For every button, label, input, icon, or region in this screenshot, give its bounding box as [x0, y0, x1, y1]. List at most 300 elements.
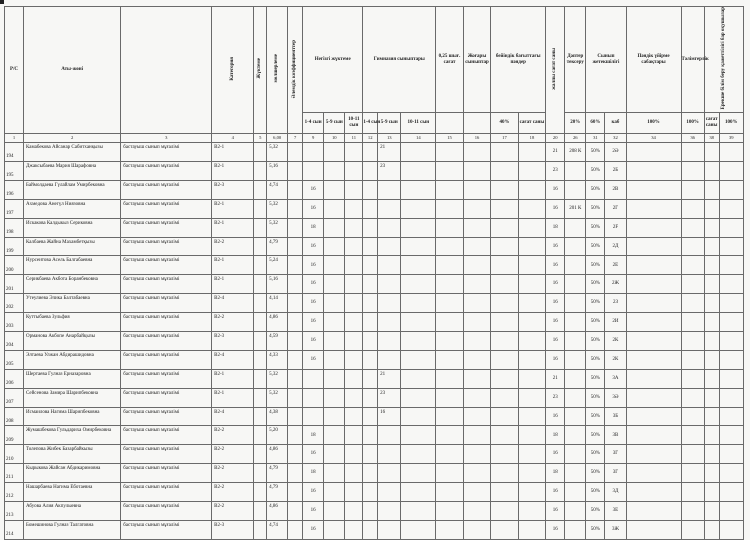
teacher-name: Баймолдаева Гүлайлам Умирбековна: [24, 180, 121, 199]
row-number: 195: [5, 161, 24, 180]
empty-cell: [254, 294, 267, 313]
category-cell: B2-1: [212, 388, 254, 407]
table-row: [5, 388, 744, 407]
empty-cell: [463, 501, 490, 520]
variative-cell: [378, 445, 401, 464]
empty-cell: [436, 464, 463, 483]
variative-cell: [378, 256, 401, 275]
cabinet-cell: [565, 464, 586, 483]
class-head-pct-cell: 50%: [586, 275, 605, 294]
empty-cell: [491, 161, 518, 180]
empty-cell: [288, 218, 303, 237]
row-number: 210: [5, 445, 24, 464]
empty-cell: [626, 445, 681, 464]
empty-cell: [463, 388, 490, 407]
header-category: Категория: [212, 7, 254, 134]
basic-5-9-cell: [324, 520, 345, 539]
variative-10-11-cell: [401, 313, 436, 332]
class-name-cell: 2И: [605, 313, 626, 332]
category-cell: B2-3: [212, 331, 254, 350]
empty-cell: [704, 218, 719, 237]
empty-cell: [436, 520, 463, 539]
empty-cell: [436, 294, 463, 313]
rate-cell: 5,20: [267, 426, 288, 445]
rate-cell: 4,38: [267, 407, 288, 426]
empty-cell: [463, 331, 490, 350]
basic-5-9-cell: [324, 143, 345, 162]
basic-1-4-cell: 16: [303, 520, 324, 539]
column-index-cell: 20: [546, 134, 565, 143]
empty-cell: [254, 275, 267, 294]
class-head-pct-cell: 50%: [586, 407, 605, 426]
header-full-name: Аты-жөні: [24, 7, 121, 134]
empty-cell: [491, 350, 518, 369]
header-multiplier: Әлемдік коэффициенттер: [288, 7, 303, 134]
empty-cell: [345, 199, 363, 218]
empty-cell: [345, 218, 363, 237]
basic-1-4-cell: 18: [303, 426, 324, 445]
basic-1-4-cell: 16: [303, 199, 324, 218]
class-head-pct-cell: 50%: [586, 256, 605, 275]
teacher-name: Сейсенова Замира Шарипбековна: [24, 388, 121, 407]
empty-cell: [518, 369, 545, 388]
sub-var-1-4: 1-4 сын: [363, 113, 378, 134]
empty-cell: [491, 407, 518, 426]
empty-cell: [681, 483, 704, 502]
empty-cell: [704, 161, 719, 180]
class-name-cell: 2З: [605, 294, 626, 313]
empty-cell: [345, 483, 363, 502]
header-inclusive: Ерекше білім беру қажеттілігі бар оқушылар: [704, 7, 743, 113]
rate-cell: 5,32: [267, 388, 288, 407]
empty-cell: [626, 256, 681, 275]
rate-cell: 4,79: [267, 237, 288, 256]
variative-cell: [378, 331, 401, 350]
class-head-pct-cell: 50%: [586, 294, 605, 313]
empty-cell: [288, 275, 303, 294]
table-row: [5, 350, 744, 369]
empty-cell: [719, 407, 743, 426]
table-row: [5, 143, 744, 162]
sub-extra-pct: 100%: [626, 113, 681, 134]
empty-cell: [518, 464, 545, 483]
sub-basic-1-4: 1-4 сын: [303, 113, 324, 134]
row-number: 199: [5, 237, 24, 256]
empty-cell: [719, 388, 743, 407]
empty-cell: [491, 180, 518, 199]
empty-cell: [491, 143, 518, 162]
empty-cell: [463, 161, 490, 180]
empty-cell: [681, 464, 704, 483]
variative-cell: 23: [378, 388, 401, 407]
sub-notebooks-pct: 20%: [565, 113, 586, 134]
variative-cell: [378, 237, 401, 256]
cabinet-cell: [565, 520, 586, 539]
column-index-cell: 6,00: [267, 134, 288, 143]
empty-cell: [719, 520, 743, 539]
variative-10-11-cell: [401, 520, 436, 539]
cabinet-cell: [565, 350, 586, 369]
cabinet-cell: [565, 275, 586, 294]
empty-cell: [363, 407, 378, 426]
empty-cell: [345, 464, 363, 483]
class-name-cell: 2Ж: [605, 275, 626, 294]
empty-cell: [626, 199, 681, 218]
empty-cell: [345, 256, 363, 275]
empty-cell: [436, 388, 463, 407]
basic-5-9-cell: [324, 218, 345, 237]
empty-cell: [436, 256, 463, 275]
variative-10-11-cell: [401, 275, 436, 294]
cabinet-cell: [565, 445, 586, 464]
empty-cell: [345, 501, 363, 520]
empty-cell: [363, 199, 378, 218]
empty-cell: [626, 143, 681, 162]
empty-cell: [719, 237, 743, 256]
column-index-cell: 26: [565, 134, 586, 143]
empty-cell: [254, 464, 267, 483]
empty-cell: [254, 161, 267, 180]
table-row: [5, 445, 744, 464]
empty-cell: [463, 483, 490, 502]
class-head-pct-cell: 50%: [586, 445, 605, 464]
empty-cell: [436, 313, 463, 332]
empty-cell: [363, 237, 378, 256]
header-higher-cat: Жоғары сыныптар: [463, 7, 490, 113]
empty-cell: [491, 331, 518, 350]
basic-1-4-cell: 16: [303, 501, 324, 520]
cabinet-cell: [565, 407, 586, 426]
empty-cell: [288, 237, 303, 256]
empty-cell: [436, 350, 463, 369]
total-hours-cell: 16: [546, 275, 565, 294]
teacher-rows: [5, 143, 744, 540]
empty-cell: [363, 294, 378, 313]
cabinet-cell: [565, 369, 586, 388]
teacher-position: бастауыш сынып мұғалімі: [121, 237, 212, 256]
empty-cell: [704, 237, 719, 256]
empty-cell: [345, 161, 363, 180]
empty-cell: [345, 143, 363, 162]
cabinet-cell: [565, 501, 586, 520]
total-hours-cell: 16: [546, 294, 565, 313]
sub-basic-5-9: 5-9 сын: [324, 113, 345, 134]
empty-cell: [626, 369, 681, 388]
empty-cell: [681, 388, 704, 407]
empty-cell: [436, 501, 463, 520]
empty-cell: [626, 483, 681, 502]
empty-cell: [254, 501, 267, 520]
cabinet-cell: [565, 256, 586, 275]
class-head-pct-cell: 50%: [586, 143, 605, 162]
empty-cell: [254, 483, 267, 502]
rate-cell: 5,24: [267, 256, 288, 275]
column-index-cell: 10: [324, 134, 345, 143]
empty-cell: [254, 218, 267, 237]
teacher-position: бастауыш сынып мұғалімі: [121, 313, 212, 332]
empty-cell: [254, 388, 267, 407]
class-name-cell: 2Г: [605, 199, 626, 218]
empty-cell: [288, 161, 303, 180]
teacher-position: бастауыш сынып мұғалімі: [121, 501, 212, 520]
basic-5-9-cell: [324, 407, 345, 426]
empty-cell: [518, 520, 545, 539]
basic-5-9-cell: [324, 237, 345, 256]
teacher-position: бастауыш сынып мұғалімі: [121, 388, 212, 407]
column-index-cell: 3: [121, 134, 212, 143]
teacher-position: бастауыш сынып мұғалімі: [121, 256, 212, 275]
empty-cell: [463, 313, 490, 332]
column-index-cell: 12: [363, 134, 378, 143]
class-name-cell: 3Г: [605, 464, 626, 483]
rate-cell: 4,86: [267, 313, 288, 332]
class-name-cell: 3Ж: [605, 520, 626, 539]
total-hours-cell: 16: [546, 501, 565, 520]
empty-cell: [681, 313, 704, 332]
variative-10-11-cell: [401, 501, 436, 520]
variative-cell: [378, 483, 401, 502]
row-number: 201: [5, 275, 24, 294]
workload-sheet: [4, 6, 744, 538]
empty-cell: [704, 520, 719, 539]
class-head-pct-cell: 50%: [586, 180, 605, 199]
empty-cell: [363, 161, 378, 180]
basic-5-9-cell: [324, 275, 345, 294]
row-number: 212: [5, 483, 24, 502]
cabinet-cell: [565, 388, 586, 407]
variative-10-11-cell: [401, 483, 436, 502]
empty-cell: [719, 275, 743, 294]
variative-cell: 21: [378, 143, 401, 162]
teacher-position: бастауыш сынып мұғалімі: [121, 143, 212, 162]
class-name-cell: 2В: [605, 180, 626, 199]
total-hours-cell: 23: [546, 388, 565, 407]
empty-cell: [626, 331, 681, 350]
basic-5-9-cell: [324, 161, 345, 180]
teacher-name: Серикбаева Акбота Боранбековна: [24, 275, 121, 294]
row-number: 197: [5, 199, 24, 218]
basic-1-4-cell: [303, 369, 324, 388]
empty-cell: [463, 199, 490, 218]
empty-cell: [491, 199, 518, 218]
empty-cell: [719, 294, 743, 313]
basic-1-4-cell: 16: [303, 350, 324, 369]
empty-cell: [345, 407, 363, 426]
class-head-pct-cell: 50%: [586, 350, 605, 369]
sub-inclusive-hours: сағат саны: [704, 113, 719, 134]
empty-cell: [288, 501, 303, 520]
empty-cell: [288, 180, 303, 199]
variative-cell: [378, 501, 401, 520]
empty-cell: [345, 313, 363, 332]
empty-cell: [288, 483, 303, 502]
empty-cell: [345, 237, 363, 256]
empty-cell: [491, 294, 518, 313]
empty-cell: [436, 275, 463, 294]
class-head-pct-cell: 50%: [586, 313, 605, 332]
header-extra-025: 0,25 шығ. сағат: [436, 7, 463, 113]
empty-cell: [288, 313, 303, 332]
empty-cell: [491, 464, 518, 483]
category-cell: B2-2: [212, 426, 254, 445]
empty-cell: [288, 464, 303, 483]
empty-cell: [719, 464, 743, 483]
empty-cell: [436, 445, 463, 464]
empty-cell: [704, 313, 719, 332]
class-name-cell: 3В: [605, 426, 626, 445]
basic-1-4-cell: [303, 407, 324, 426]
header-variative: Гимназия сыныптары: [363, 7, 436, 113]
sub-var-5-9: 5-9 сын: [378, 113, 401, 134]
empty-cell: [491, 426, 518, 445]
basic-5-9-cell: [324, 256, 345, 275]
empty-cell: [288, 199, 303, 218]
column-index-cell: 16: [463, 134, 490, 143]
empty-cell: [254, 143, 267, 162]
variative-10-11-cell: [401, 199, 436, 218]
empty-cell: [518, 161, 545, 180]
empty-cell: [491, 388, 518, 407]
empty-cell: [363, 501, 378, 520]
variative-cell: 21: [378, 369, 401, 388]
empty-cell: [626, 237, 681, 256]
empty-cell: [436, 407, 463, 426]
empty-cell: [681, 256, 704, 275]
empty-cell: [626, 426, 681, 445]
empty-cell: [463, 143, 490, 162]
row-number: 207: [5, 388, 24, 407]
category-cell: B2-1: [212, 143, 254, 162]
teacher-name: Камабекова Айсанар Сабитханқызы: [24, 143, 121, 162]
empty-cell: [704, 388, 719, 407]
cabinet-cell: 201 К: [565, 199, 586, 218]
basic-1-4-cell: 16: [303, 275, 324, 294]
empty-cell: [491, 483, 518, 502]
empty-cell: [681, 407, 704, 426]
workload-table: [4, 6, 744, 540]
empty-cell: [463, 369, 490, 388]
row-number: 206: [5, 369, 24, 388]
empty-cell: [518, 407, 545, 426]
teacher-name: Калбаева Жайна Махамбетқызы: [24, 237, 121, 256]
rate-cell: 4,79: [267, 464, 288, 483]
teacher-name: Элтаева Улжан Абдирашидовна: [24, 350, 121, 369]
empty-cell: [345, 445, 363, 464]
basic-5-9-cell: [324, 294, 345, 313]
header-trainer: Тәлімгерлік: [681, 7, 704, 113]
empty-cell: [518, 331, 545, 350]
category-cell: B2-4: [212, 294, 254, 313]
category-cell: B2-1: [212, 275, 254, 294]
teacher-name: Нашарбаева Нагима Еботаевна: [24, 483, 121, 502]
empty-cell: [626, 520, 681, 539]
teacher-name: Утеулиева Элика Балтабаевна: [24, 294, 121, 313]
empty-cell: [345, 350, 363, 369]
empty-cell: [719, 445, 743, 464]
empty-cell: [463, 464, 490, 483]
empty-cell: [704, 483, 719, 502]
column-index-row: [5, 134, 744, 143]
empty-cell: [288, 388, 303, 407]
class-name-cell: 3А: [605, 369, 626, 388]
column-index-cell: 34: [626, 134, 681, 143]
basic-1-4-cell: 16: [303, 483, 324, 502]
variative-10-11-cell: [401, 464, 436, 483]
empty-cell: [719, 143, 743, 162]
empty-cell: [436, 331, 463, 350]
row-number: 205: [5, 350, 24, 369]
empty-cell: [254, 331, 267, 350]
column-index-cell: 2: [24, 134, 121, 143]
empty-cell: [518, 180, 545, 199]
header-row-no: Р/С: [5, 7, 24, 134]
empty-cell: [704, 464, 719, 483]
empty-cell: [681, 369, 704, 388]
table-row: [5, 501, 744, 520]
variative-10-11-cell: [401, 426, 436, 445]
empty-cell: [626, 275, 681, 294]
empty-cell: [463, 407, 490, 426]
class-name-cell: 2Б: [605, 161, 626, 180]
column-index-cell: 32: [605, 134, 626, 143]
empty-cell: [704, 199, 719, 218]
category-cell: B2-2: [212, 237, 254, 256]
class-head-pct-cell: 50%: [586, 218, 605, 237]
empty-cell: [463, 237, 490, 256]
column-index-cell: 13: [378, 134, 401, 143]
class-head-pct-cell: 50%: [586, 501, 605, 520]
empty-cell: [345, 520, 363, 539]
class-head-pct-cell: 50%: [586, 161, 605, 180]
header-profile: бейіндік бағыттағы пәндер: [491, 7, 546, 113]
row-number: 211: [5, 464, 24, 483]
empty-cell: [363, 426, 378, 445]
variative-10-11-cell: [401, 218, 436, 237]
empty-cell: [436, 161, 463, 180]
empty-cell: [254, 520, 267, 539]
empty-cell: [626, 464, 681, 483]
empty-cell: [463, 445, 490, 464]
header-total-hours: жалпы сағат саны: [546, 7, 565, 134]
header-rate: мөлшерлеме: [267, 7, 288, 134]
empty-cell: [704, 445, 719, 464]
sub-trainer-pct: 100%: [681, 113, 704, 134]
teacher-position: бастауыш сынып мұғалімі: [121, 294, 212, 313]
variative-cell: [378, 218, 401, 237]
sub-var-10-11: 10-11 сын: [401, 113, 436, 134]
rate-cell: 5,16: [267, 161, 288, 180]
total-hours-cell: 21: [546, 369, 565, 388]
total-hours-cell: 16: [546, 313, 565, 332]
row-number: 204: [5, 331, 24, 350]
total-hours-cell: 16: [546, 199, 565, 218]
empty-cell: [363, 520, 378, 539]
class-head-pct-cell: 50%: [586, 237, 605, 256]
cabinet-cell: [565, 331, 586, 350]
total-hours-cell: 16: [546, 180, 565, 199]
empty-cell: [288, 331, 303, 350]
empty-cell: [681, 350, 704, 369]
class-head-pct-cell: 50%: [586, 369, 605, 388]
empty-cell: [345, 388, 363, 407]
teacher-position: бастауыш сынып мұғалімі: [121, 426, 212, 445]
row-number: 209: [5, 426, 24, 445]
empty-cell: [254, 350, 267, 369]
empty-cell: [626, 388, 681, 407]
empty-cell: [719, 501, 743, 520]
empty-cell: [288, 520, 303, 539]
empty-cell: [363, 331, 378, 350]
